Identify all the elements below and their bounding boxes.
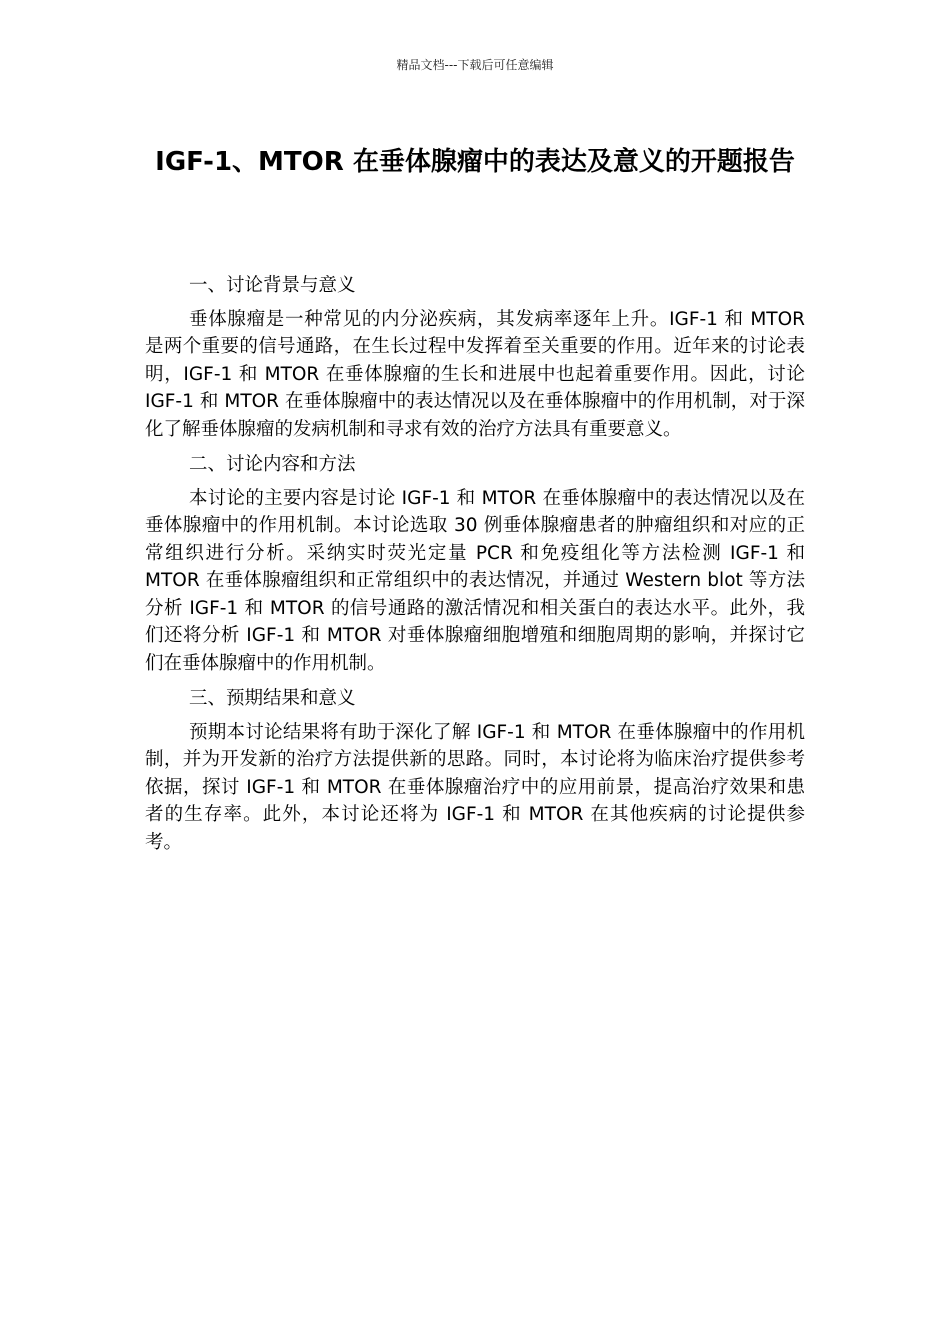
document-title: IGF-1、MTOR 在垂体腺瘤中的表达及意义的开题报告: [155, 147, 795, 177]
section-paragraph-methods: 本讨论的主要内容是讨论 IGF-1 和 MTOR 在垂体腺瘤中的表达情况以及在垂体腺瘤中的作用机制。本讨论选取 30 例垂体腺瘤患者的肿瘤组织和对应的正常组织进行分析。采纳实时荧光定量 PCR 和免疫组化等方法检测 IGF-1 和 MTOR 在垂体腺瘤组织和正常组织中的表达情况，并通过 Western blot 等方法分析 IGF-1 和 MTOR 的信号通路的激活情况和相关蛋白的表达水平。此外，我们还将分析 IGF-1 和 MTOR 对垂体腺瘤细胞增殖和细胞周期的影响，并探讨它们在垂体腺瘤中的作用机制。: [145, 487, 805, 674]
section-heading-background: 一、讨论背景与意义: [189, 275, 356, 296]
section-paragraph-expected-results: 预期本讨论结果将有助于深化了解 IGF-1 和 MTOR 在垂体腺瘤中的作用机制，并为开发新的治疗方法提供新的思路。同时，本讨论将为临床治疗提供参考依据，探讨 IGF-1 和 MTOR 在垂体腺瘤治疗中的应用前景，提高治疗效果和患者的生存率。此外，本讨论还将为 IGF-1 和 MTOR 在其他疾病的讨论提供参考。: [145, 721, 805, 853]
document-body: [145, 272, 805, 862]
section-heading-methods: 二、讨论内容和方法: [189, 454, 356, 475]
section-heading-expected-results: 三、预期结果和意义: [189, 688, 356, 709]
section-paragraph-background: 垂体腺瘤是一种常见的内分泌疾病，其发病率逐年上升。IGF-1 和 MTOR 是两个重要的信号通路，在生长过程中发挥着至关重要的作用。近年来的讨论表明，IGF-1 和 MTOR 在垂体腺瘤的生长和进展中也起着重要作用。因此，讨论 IGF-1 和 MTOR 在垂体腺瘤中的表达情况以及在垂体腺瘤中的作用机制，对于深化了解垂体腺瘤的发病机制和寻求有效的治疗方法具有重要意义。: [145, 308, 805, 440]
header-note: 精品文档---下载后可任意编辑: [396, 58, 554, 72]
